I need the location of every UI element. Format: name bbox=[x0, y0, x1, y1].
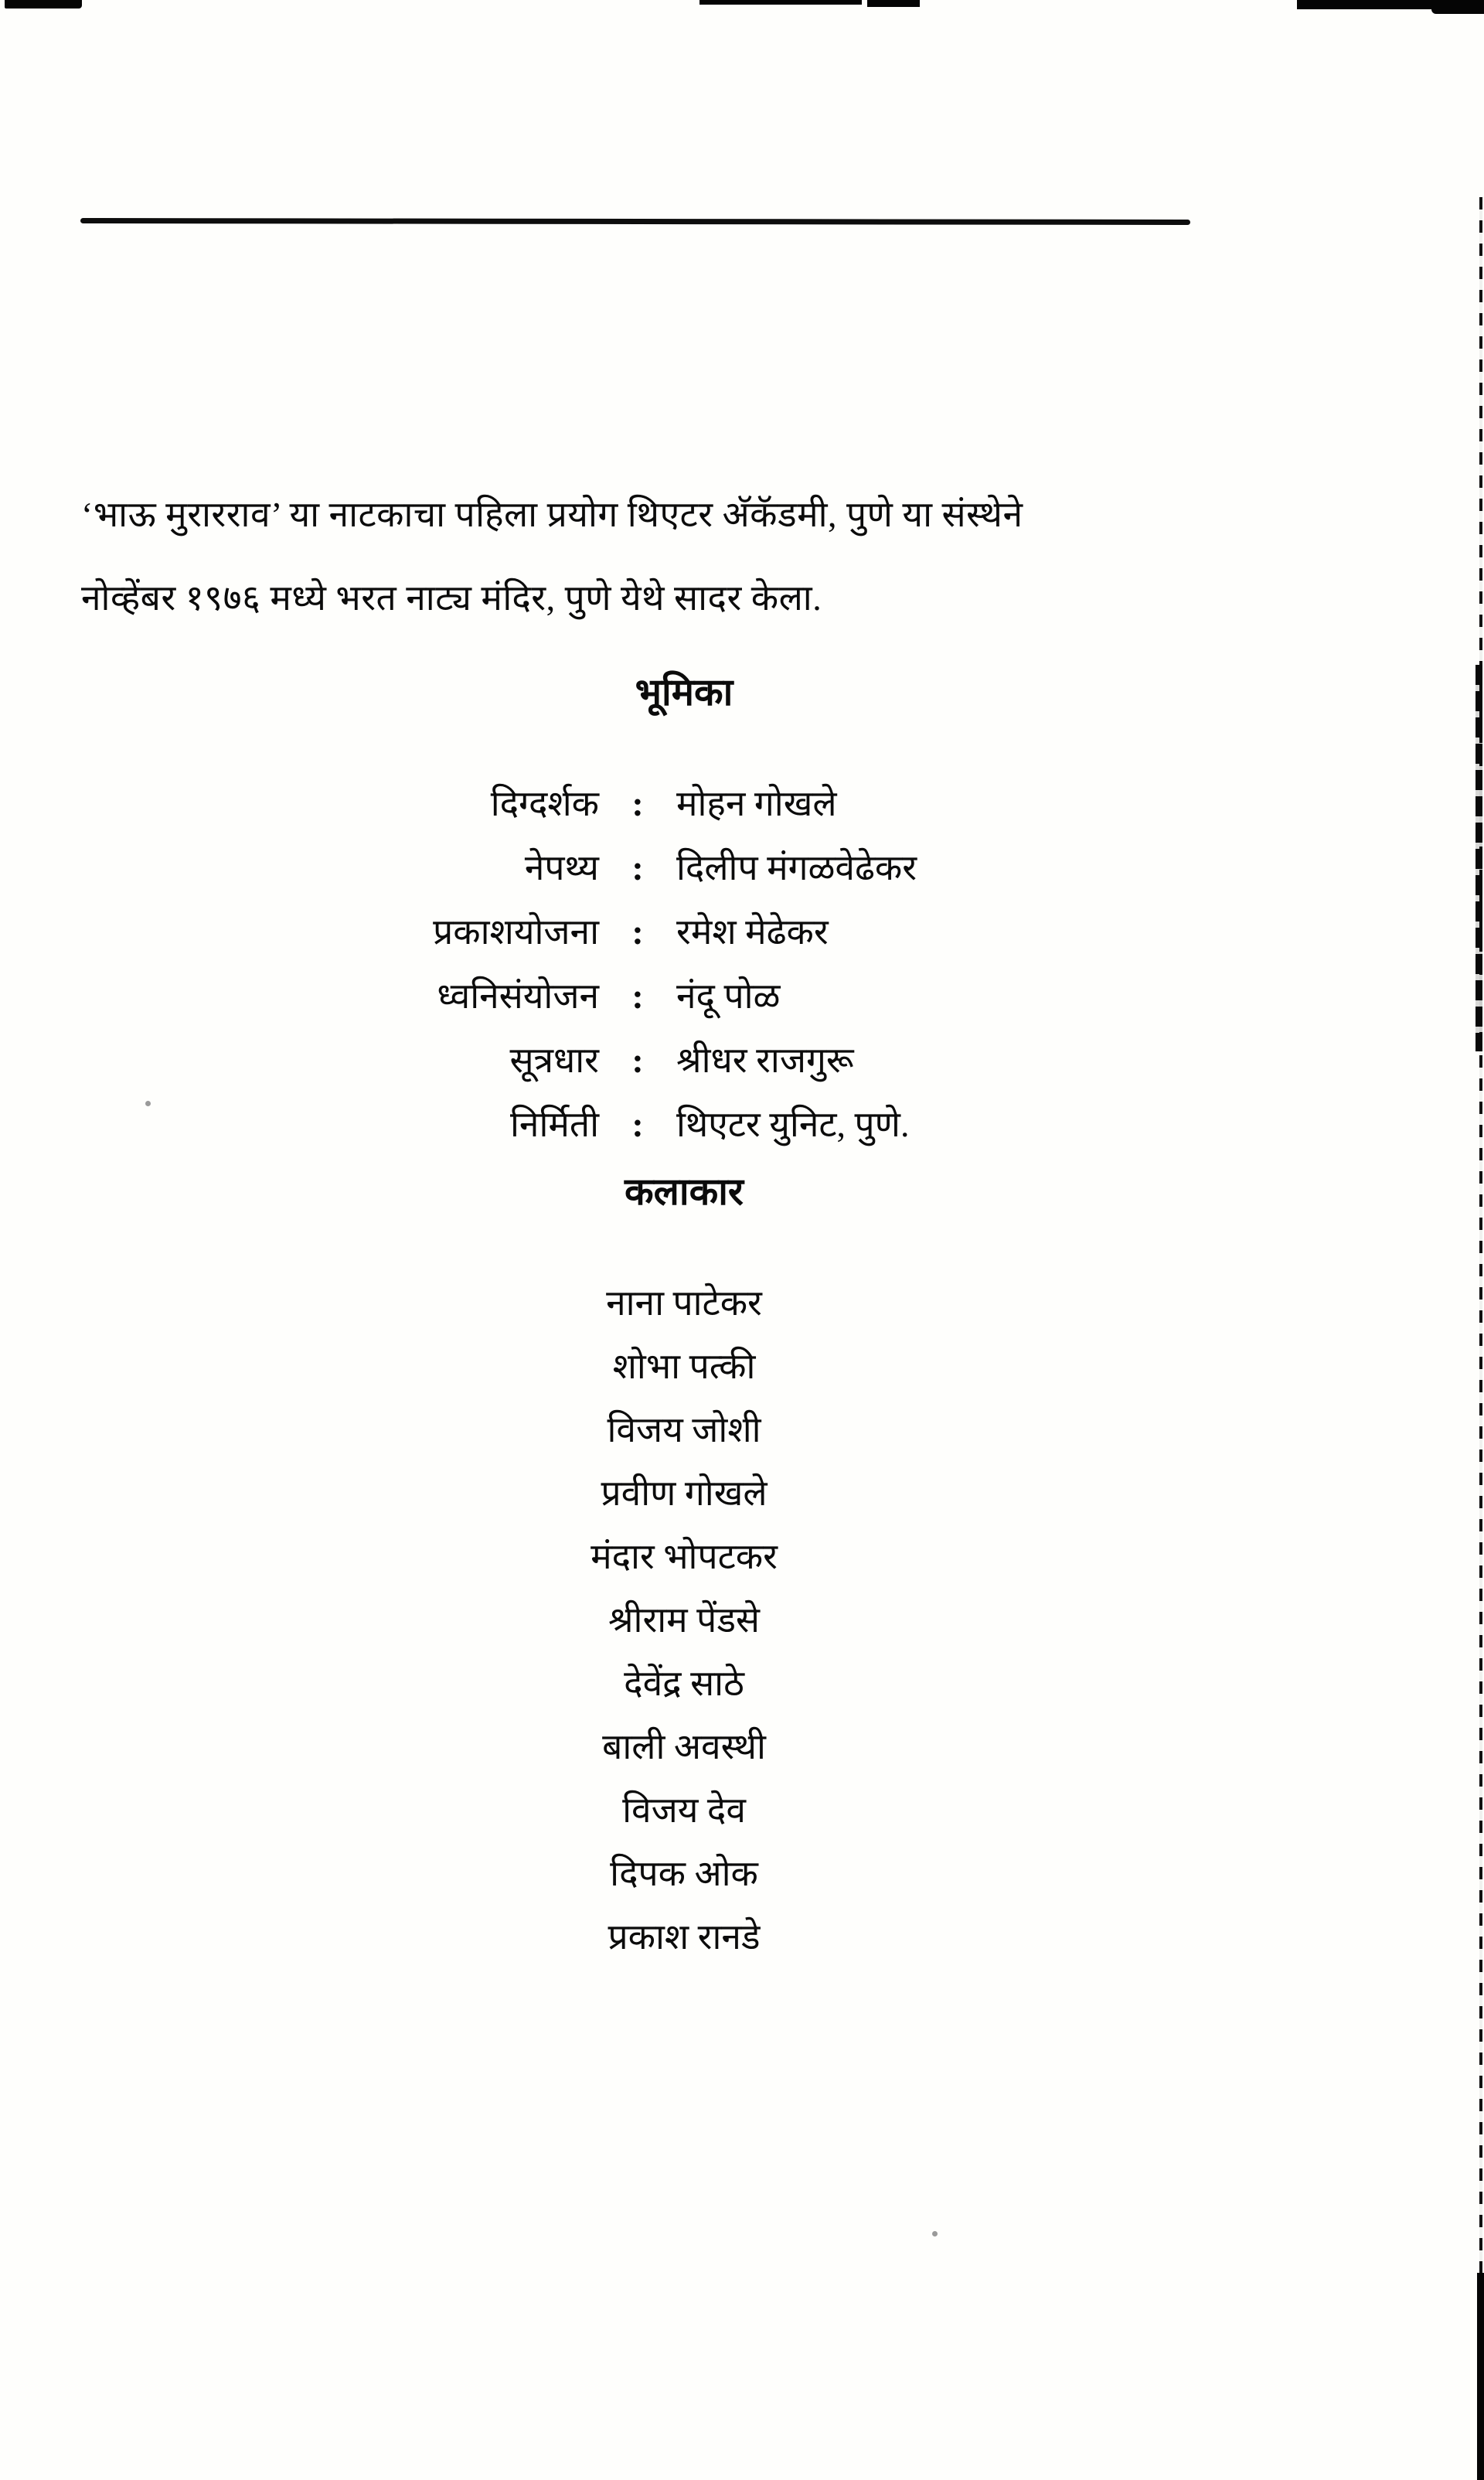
role-separator: : bbox=[631, 1105, 644, 1144]
cast-member: श्रीराम पेंडसे bbox=[608, 1600, 761, 1640]
scan-edge-mark-top-left bbox=[5, 0, 82, 9]
role-label: दिग्दर्शक bbox=[490, 784, 599, 823]
role-value: रमेश मेढेकर bbox=[676, 912, 829, 952]
cast-member: मंदार भोपटकर bbox=[591, 1537, 778, 1576]
scan-edge-dashes-right bbox=[1475, 665, 1482, 1051]
cast-member: बाली अवस्थी bbox=[602, 1727, 766, 1766]
cast-member: विजय जोशी bbox=[607, 1410, 761, 1450]
cast-heading: कलाकार bbox=[625, 1170, 744, 1213]
intro-line-2: नोव्हेंबर १९७६ मध्ये भरत नाट्य मंदिर, पुणे येथे सादर केला. bbox=[81, 578, 822, 618]
cast-member: प्रवीण गोखले bbox=[601, 1473, 768, 1513]
cast-member: शोभा पत्की bbox=[612, 1347, 756, 1386]
role-row-narrator bbox=[228, 1028, 1256, 1092]
role-row-lighting bbox=[228, 900, 1256, 964]
role-separator: : bbox=[631, 976, 644, 1016]
role-row-sets bbox=[228, 836, 1256, 900]
role-separator: : bbox=[631, 1041, 644, 1080]
role-row-director bbox=[228, 772, 1256, 836]
cast-member: प्रकाश रानडे bbox=[608, 1917, 761, 1957]
cast-member: दिपक ओक bbox=[610, 1854, 758, 1893]
cast-list bbox=[81, 1272, 1287, 1969]
horizontal-rule bbox=[80, 218, 1190, 225]
role-value: नंदू पोळ bbox=[676, 976, 781, 1016]
cast-member: नाना पाटेकर bbox=[606, 1283, 762, 1323]
intro-paragraph bbox=[81, 473, 1349, 640]
role-separator: : bbox=[631, 848, 644, 887]
role-value: श्रीधर राजगुरू bbox=[676, 1041, 854, 1080]
role-label: ध्वनिसंयोजन bbox=[437, 976, 599, 1016]
roles-table bbox=[228, 772, 1256, 1157]
role-value: थिएटर युनिट, पुणे. bbox=[676, 1105, 910, 1144]
role-separator: : bbox=[631, 784, 644, 823]
role-separator: : bbox=[631, 912, 644, 952]
cast-member: देवेंद्र साठे bbox=[624, 1664, 744, 1703]
scan-edge-line-right bbox=[1479, 197, 1482, 2284]
scan-edge-mark-top-mid bbox=[699, 0, 862, 5]
scan-edge-mark-top-mid-2 bbox=[867, 0, 920, 7]
role-label: सूत्रधार bbox=[509, 1041, 599, 1080]
role-label: प्रकाशयोजना bbox=[433, 912, 599, 952]
role-label: निर्मिती bbox=[510, 1105, 599, 1144]
scan-edge-mark-top-corner bbox=[1431, 0, 1484, 14]
role-value: मोहन गोखले bbox=[676, 784, 837, 823]
scan-edge-bar-bottom-right bbox=[1477, 2273, 1484, 2480]
cast-member: विजय देव bbox=[622, 1790, 746, 1830]
role-value: दिलीप मंगळवेढेकर bbox=[676, 848, 917, 887]
role-label: नेपथ्य bbox=[524, 848, 599, 887]
role-row-production bbox=[228, 1092, 1256, 1157]
roles-heading: भूमिका bbox=[635, 671, 733, 714]
scan-speck bbox=[932, 2231, 938, 2236]
role-row-sound bbox=[228, 964, 1256, 1028]
intro-line-1: ‘भाऊ मुरारराव’ या नाटकाचा पहिला प्रयोग थिएटर अ‍ॅकॅडमी, पुणे या संस्थेने bbox=[81, 495, 1023, 534]
scan-speck bbox=[145, 1101, 151, 1106]
